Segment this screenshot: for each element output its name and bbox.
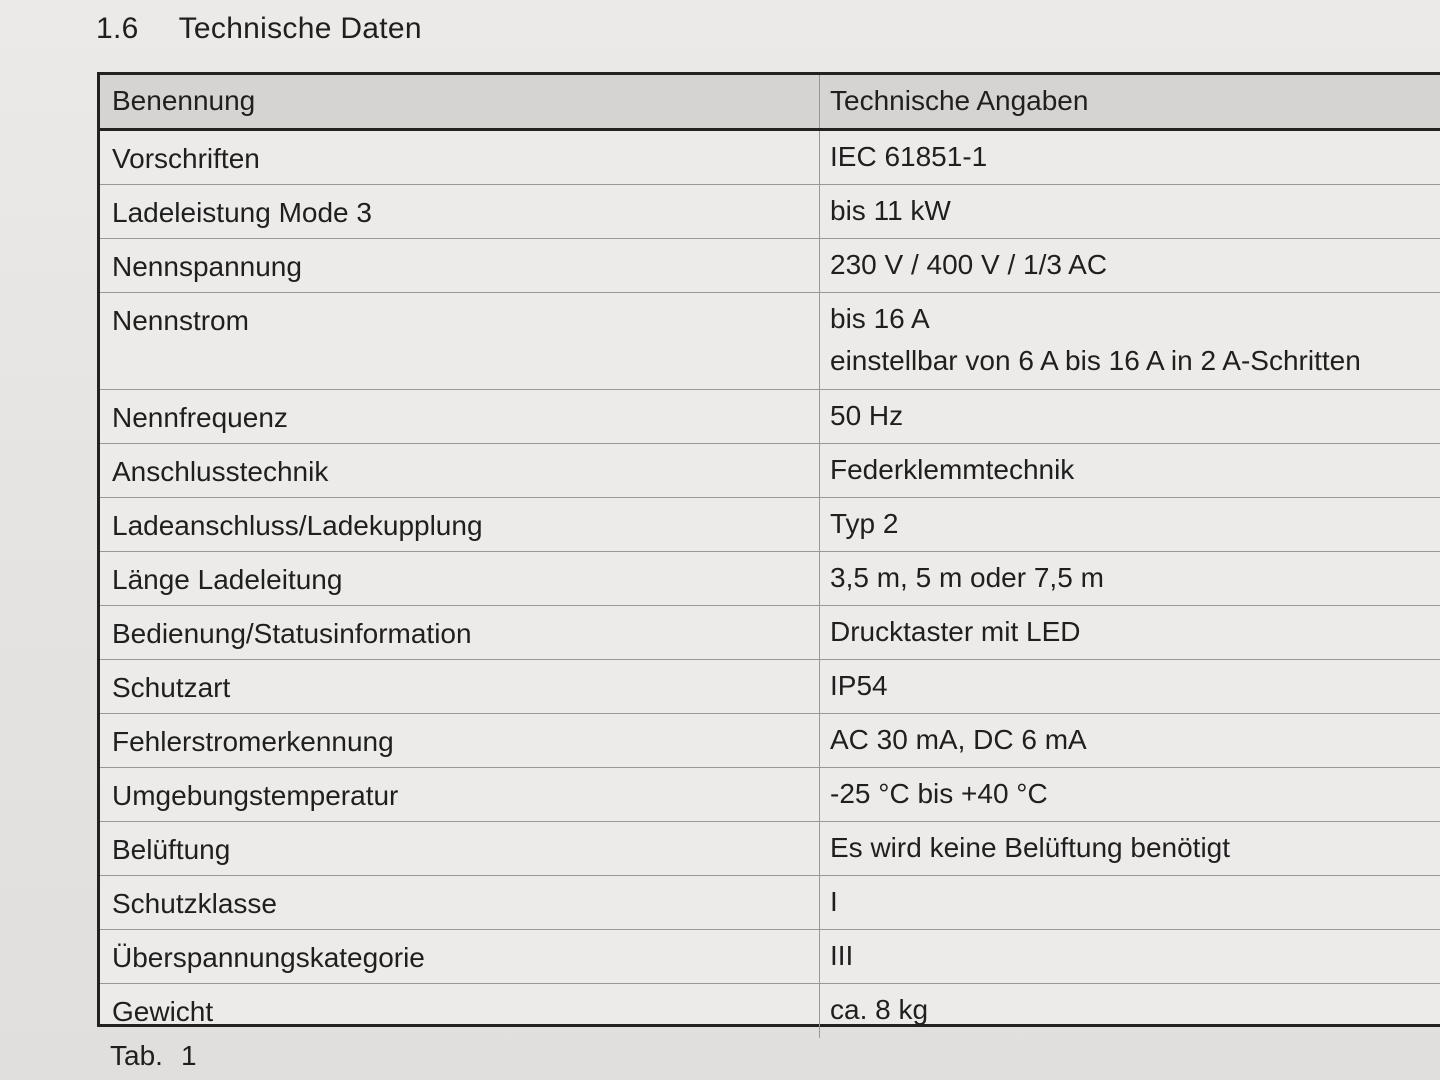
table-row bbox=[100, 390, 1440, 444]
table-row bbox=[100, 660, 1440, 714]
row-name: Überspannungskategorie bbox=[100, 930, 820, 983]
row-value-line2: einstellbar von 6 A bis 16 A in 2 A-Schritten bbox=[830, 345, 1361, 376]
row-name: Fehlerstromerkennung bbox=[100, 714, 820, 767]
row-name: Ladeanschluss/Ladekupplung bbox=[100, 498, 820, 551]
table-row bbox=[100, 606, 1440, 660]
row-name: Bedienung/Statusinformation bbox=[100, 606, 820, 659]
row-value: III bbox=[830, 940, 854, 971]
row-name: Belüftung bbox=[100, 822, 820, 875]
header-name: Benennung bbox=[100, 75, 820, 128]
caption-label: Tab. bbox=[110, 1040, 163, 1071]
row-name: Nennfrequenz bbox=[100, 390, 820, 443]
section-heading bbox=[96, 12, 422, 46]
table-row bbox=[100, 768, 1440, 822]
row-name: Vorschriften bbox=[100, 131, 820, 184]
row-value bbox=[820, 293, 1440, 389]
technical-data-table bbox=[97, 72, 1440, 1027]
row-value: Federklemmtechnik bbox=[830, 454, 1075, 485]
row-name: Gewicht bbox=[100, 984, 820, 1038]
header-value: Technische Angaben bbox=[830, 85, 1089, 116]
table-row bbox=[100, 239, 1440, 293]
table-row bbox=[100, 293, 1440, 390]
row-value: -25 °C bis +40 °C bbox=[830, 778, 1048, 809]
row-value: I bbox=[830, 886, 838, 917]
row-value: IEC 61851-1 bbox=[830, 141, 988, 172]
table-row bbox=[100, 185, 1440, 239]
section-number: 1.6 bbox=[96, 12, 139, 45]
table-row bbox=[100, 552, 1440, 606]
row-name: Umgebungstemperatur bbox=[100, 768, 820, 821]
row-name: Schutzart bbox=[100, 660, 820, 713]
row-name: Nennstrom bbox=[100, 293, 820, 389]
table-row bbox=[100, 822, 1440, 876]
row-value: IP54 bbox=[830, 670, 888, 701]
caption-number: 1 bbox=[180, 1040, 197, 1071]
table-row bbox=[100, 498, 1440, 552]
row-name: Schutzklasse bbox=[100, 876, 820, 929]
row-value: 230 V / 400 V / 1/3 AC bbox=[830, 249, 1108, 280]
row-value: Es wird keine Belüftung benötigt bbox=[830, 832, 1231, 863]
table-row bbox=[100, 876, 1440, 930]
section-title: Technische Daten bbox=[178, 12, 422, 45]
row-name: Anschlusstechnik bbox=[100, 444, 820, 497]
row-name: Länge Ladeleitung bbox=[100, 552, 820, 605]
row-name: Ladeleistung Mode 3 bbox=[100, 185, 820, 238]
row-value: AC 30 mA, DC 6 mA bbox=[830, 724, 1087, 755]
table-header-row bbox=[100, 75, 1440, 131]
row-value-line1: bis 16 A bbox=[830, 303, 930, 334]
table-row bbox=[100, 714, 1440, 768]
table-row bbox=[100, 131, 1440, 185]
row-value: bis 11 kW bbox=[830, 195, 951, 226]
row-value: 50 Hz bbox=[830, 400, 904, 431]
row-value: Typ 2 bbox=[830, 508, 899, 539]
row-name: Nennspannung bbox=[100, 239, 820, 292]
table-row bbox=[100, 444, 1440, 498]
table-row bbox=[100, 930, 1440, 984]
row-value: 3,5 m, 5 m oder 7,5 m bbox=[830, 562, 1104, 593]
table-caption bbox=[110, 1040, 197, 1072]
row-value: Drucktaster mit LED bbox=[830, 616, 1081, 647]
row-value: ca. 8 kg bbox=[830, 994, 929, 1025]
table-row bbox=[100, 984, 1440, 1038]
